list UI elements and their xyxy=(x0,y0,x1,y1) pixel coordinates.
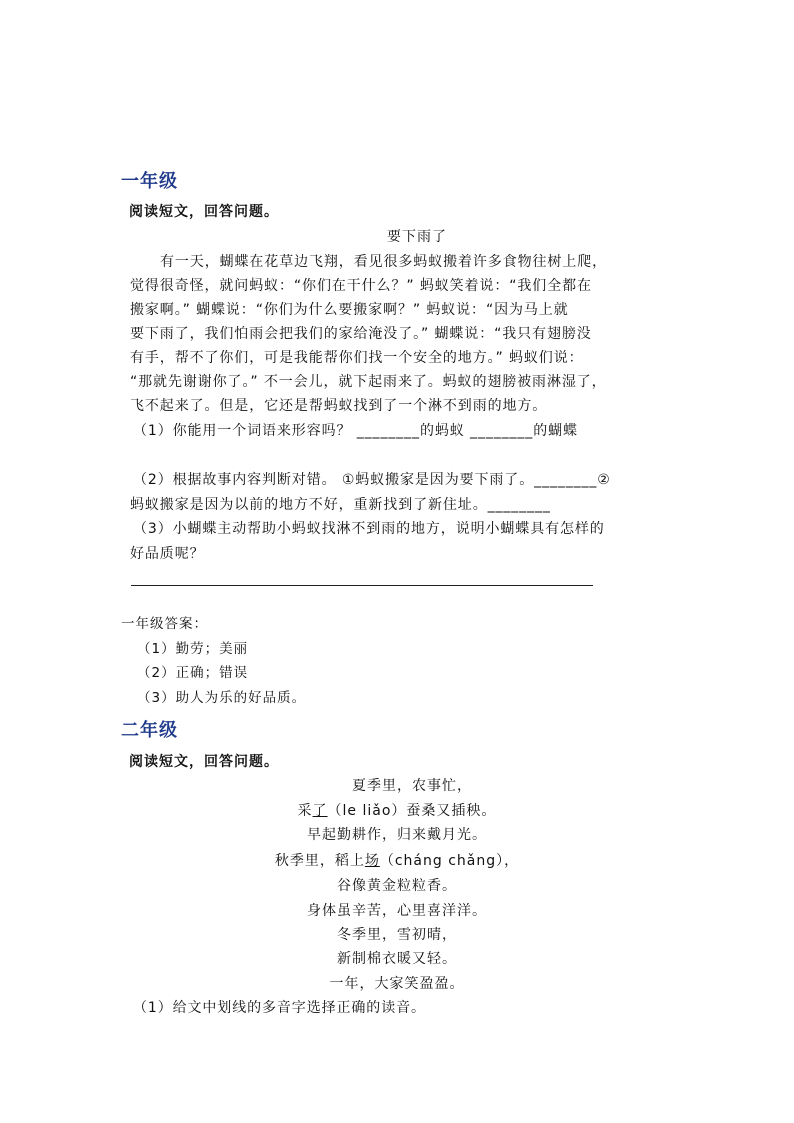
poem-line: 身体虽辛苦，心里喜洋洋。 xyxy=(307,903,487,919)
question-3: （3）小蝴蝶主动帮助小蚂蚁找淋不到雨的地方，说明小蝴蝶具有怎样的 xyxy=(133,521,605,537)
poem-line: 早起勤耕作，归来戴月光。 xyxy=(307,827,487,843)
question-2: （2）根据故事内容判断对错。 ①蚂蚁搬家是因为要下雨了。________② xyxy=(133,472,611,488)
poem-line: 新制棉衣暖又轻。 xyxy=(337,951,457,967)
story-line: 飞不起来了。但是，它还是帮蚂蚁找到了一个淋不到雨的地方。 xyxy=(130,398,548,414)
question-3-cont: 好品质呢？ xyxy=(130,546,205,562)
answer-line xyxy=(131,585,593,586)
question-2-cont: 蚂蚁搬家是因为以前的地方不好，重新找到了新住址。________ xyxy=(130,497,551,513)
answers-title: 一年级答案： xyxy=(121,616,208,632)
poem-line: 采了（le liǎo）蚕桑又插秧。 xyxy=(297,803,497,819)
poem-line: 谷像黄金粒粒香。 xyxy=(337,878,457,894)
grade2-question-1: （1）给文中划线的多音字选择正确的读音。 xyxy=(133,1000,426,1016)
poem-line: 一年，大家笑盈盈。 xyxy=(329,976,465,992)
poem-line: 夏季里，农事忙， xyxy=(352,778,472,794)
story-line: 觉得很奇怪，就问蚂蚁：“你们在干什么？” 蚂蚁笑着说：“我们全都在 xyxy=(130,278,592,294)
grade2-instruction: 阅读短文，回答问题。 xyxy=(129,754,279,770)
poem-line: 冬季里，雪初晴， xyxy=(337,927,457,943)
story-line: “那就先谢谢你了。” 不一会儿，就下起雨来了。蚂蚁的翅膀被雨淋湿了， xyxy=(130,374,607,390)
grade1-instruction: 阅读短文，回答问题。 xyxy=(129,204,279,220)
grade1-heading: 一年级 xyxy=(121,171,178,192)
answer-2: （2）正确；错误 xyxy=(137,665,249,681)
story-line: 要下雨了，我们怕雨会把我们的家给淹没了。” 蝴蝶说：“我只有翅膀没 xyxy=(130,326,592,342)
answer-1: （1）勤劳；美丽 xyxy=(137,641,249,657)
underlined-polyphone: 了 xyxy=(312,803,328,819)
story-line: 搬家啊。” 蝴蝶说：“你们为什么要搬家啊？” 蚂蚁说：“因为马上就 xyxy=(130,302,569,318)
poem-line: 秋季里，稻上场（cháng chǎng）， xyxy=(274,853,520,869)
underlined-polyphone: 场 xyxy=(364,853,380,869)
question-1: （1）你能用一个词语来形容吗？ ________的蚂蚁 ________的蝴蝶 xyxy=(133,423,578,439)
grade2-heading: 二年级 xyxy=(121,720,178,741)
story-line: 有一天，蝴蝶在花草边飞翔，看见很多蚂蚁搬着许多食物往树上爬， xyxy=(160,254,607,270)
story-line: 有手，帮不了你们，可是我能帮你们找一个安全的地方。” 蚂蚁们说： xyxy=(130,350,584,366)
answer-3: （3）助人为乐的好品质。 xyxy=(137,690,307,706)
story-title: 要下雨了 xyxy=(387,229,447,245)
